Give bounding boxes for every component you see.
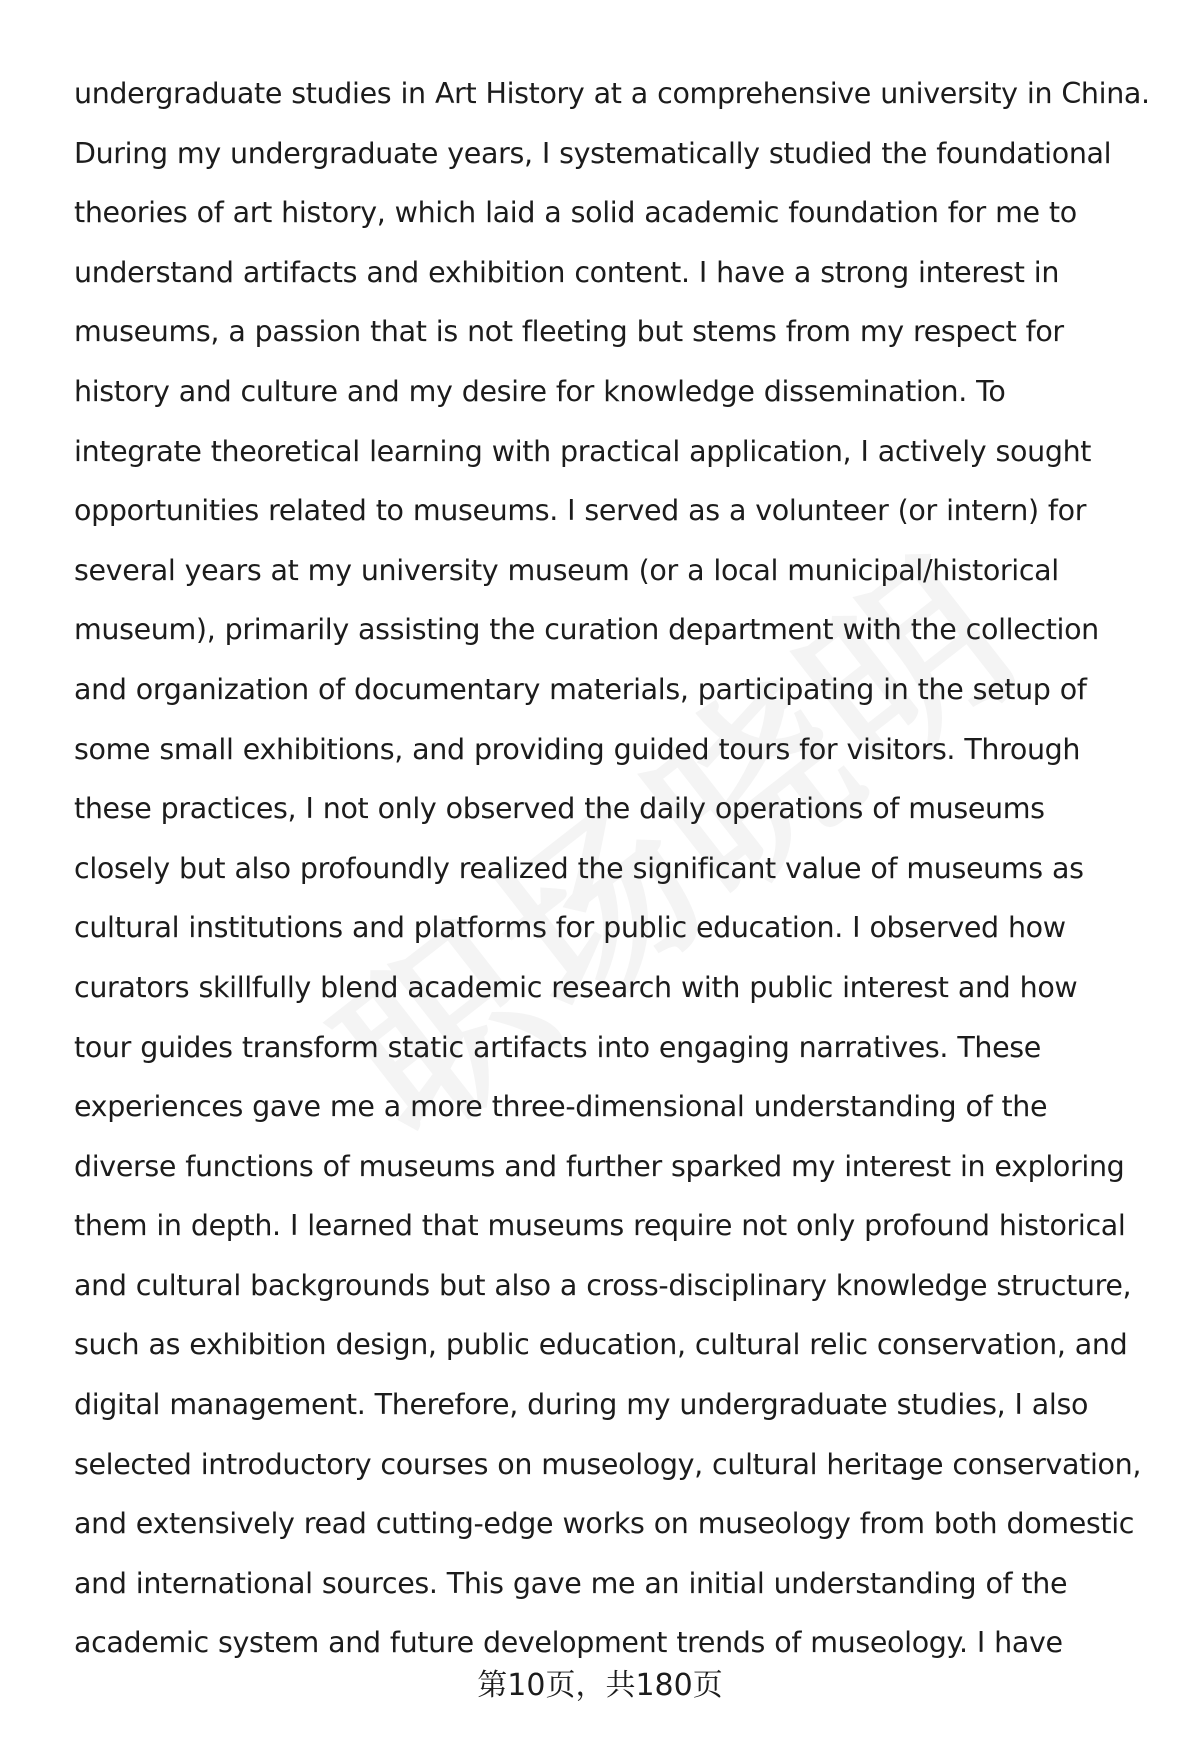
text-line: tour guides transform static artifacts into engaging narratives. These bbox=[74, 1030, 1041, 1064]
text-line: curators skillfully blend academic research with public interest and how bbox=[74, 970, 1078, 1004]
text-line: opportunities related to museums. I served as a volunteer (or intern) for bbox=[74, 494, 1087, 528]
text-line: and organization of documentary materials, participating in the setup of bbox=[74, 672, 1087, 706]
text-line: history and culture and my desire for knowledge dissemination. To bbox=[74, 374, 1006, 408]
text-line: them in depth. I learned that museums require not only profound historical bbox=[74, 1209, 1126, 1243]
text-line: digital management. Therefore, during my undergraduate studies, I also bbox=[74, 1388, 1089, 1422]
text-line: museum), primarily assisting the curation department with the collection bbox=[74, 613, 1099, 647]
text-line: and international sources. This gave me an initial understanding of the bbox=[74, 1566, 1068, 1600]
text-line: theories of art history, which laid a solid academic foundation for me to bbox=[74, 196, 1077, 230]
text-line: experiences gave me a more three-dimensional understanding of the bbox=[74, 1090, 1048, 1124]
text-line: these practices, I not only observed the daily operations of museums bbox=[74, 792, 1045, 826]
text-line: some small exhibitions, and providing guided tours for visitors. Through bbox=[74, 732, 1081, 766]
text-line: museums, a passion that is not fleeting but stems from my respect for bbox=[74, 315, 1064, 349]
text-line: academic system and future development trends of museology. I have bbox=[74, 1626, 1063, 1660]
text-line: selected introductory courses on museology, cultural heritage conservation, bbox=[74, 1447, 1142, 1481]
body-text bbox=[74, 64, 1164, 1673]
text-line: such as exhibition design, public education, cultural relic conservation, and bbox=[74, 1328, 1128, 1362]
text-line: integrate theoretical learning with practical application, I actively sought bbox=[74, 434, 1092, 468]
text-line: undergraduate studies in Art History at a comprehensive university in China. bbox=[74, 77, 1150, 110]
text-line: During my undergraduate years, I systematically studied the foundational bbox=[74, 136, 1112, 170]
text-line: and extensively read cutting-edge works on museology from both domestic bbox=[74, 1507, 1135, 1541]
text-line: understand artifacts and exhibition content. I have a strong interest in bbox=[74, 255, 1060, 289]
text-line: several years at my university museum (or a local municipal/historical bbox=[74, 553, 1059, 587]
text-line: diverse functions of museums and further sparked my interest in exploring bbox=[74, 1149, 1125, 1183]
text-line: cultural institutions and platforms for public education. I observed how bbox=[74, 911, 1066, 945]
text-line: and cultural backgrounds but also a cross-disciplinary knowledge structure, bbox=[74, 1268, 1132, 1302]
text-line: closely but also profoundly realized the significant value of museums as bbox=[74, 851, 1084, 885]
page-number: 第10页，共180页 bbox=[477, 1668, 723, 1703]
